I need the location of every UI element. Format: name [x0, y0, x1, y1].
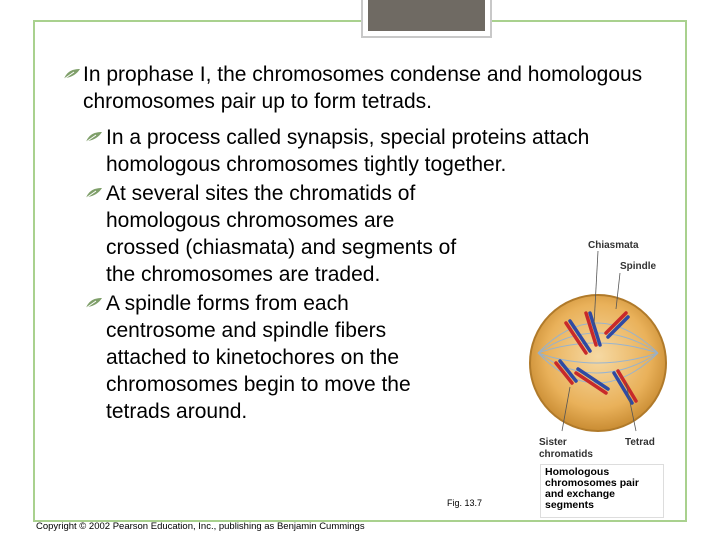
label-chromatids: chromatids — [539, 449, 593, 460]
title-tab-fill — [368, 0, 485, 31]
bullet-synapsis — [84, 124, 644, 178]
figure-number: Fig. 13.7 — [447, 498, 483, 508]
bullet-main-text: In prophase I, the chromosomes condense and homologous chromosomes pair up to form tetrads. — [83, 63, 643, 113]
prophase-cell-illustration — [526, 233, 686, 463]
bullet-spindle — [84, 290, 414, 425]
leaf-bullet-icon — [84, 296, 104, 310]
bullet-chiasmata-text: At several sites the chromatids of homologous chromosomes are crossed (chiasmata) and segments of the chromosomes are traded. — [106, 182, 457, 286]
label-spindle: Spindle — [620, 261, 657, 272]
copyright-text: Copyright © 2002 Pearson Education, Inc., publishing as Benjamin Cummings — [36, 521, 365, 532]
bullet-chiasmata — [84, 180, 464, 288]
figure-caption-box: Homologous chromosomes pair and exchange segments — [540, 464, 664, 518]
prophase-figure — [526, 233, 686, 523]
label-chiasmata: Chiasmata — [588, 240, 639, 251]
leaf-bullet-icon — [84, 130, 104, 144]
leaf-bullet-icon — [84, 186, 104, 200]
label-sister: Sister — [539, 437, 567, 448]
bullet-synapsis-text: In a process called synapsis, special proteins attach homologous chromosomes tightly together. — [106, 126, 590, 176]
bullet-main — [62, 61, 662, 115]
leaf-bullet-icon — [62, 67, 82, 81]
label-tetrad: Tetrad — [625, 437, 655, 448]
title-tab — [361, 0, 492, 38]
bullet-spindle-text: A spindle forms from each centrosome and spindle fibers attached to kinetochores on the chromosomes begin to move the tetrads around. — [106, 292, 411, 423]
